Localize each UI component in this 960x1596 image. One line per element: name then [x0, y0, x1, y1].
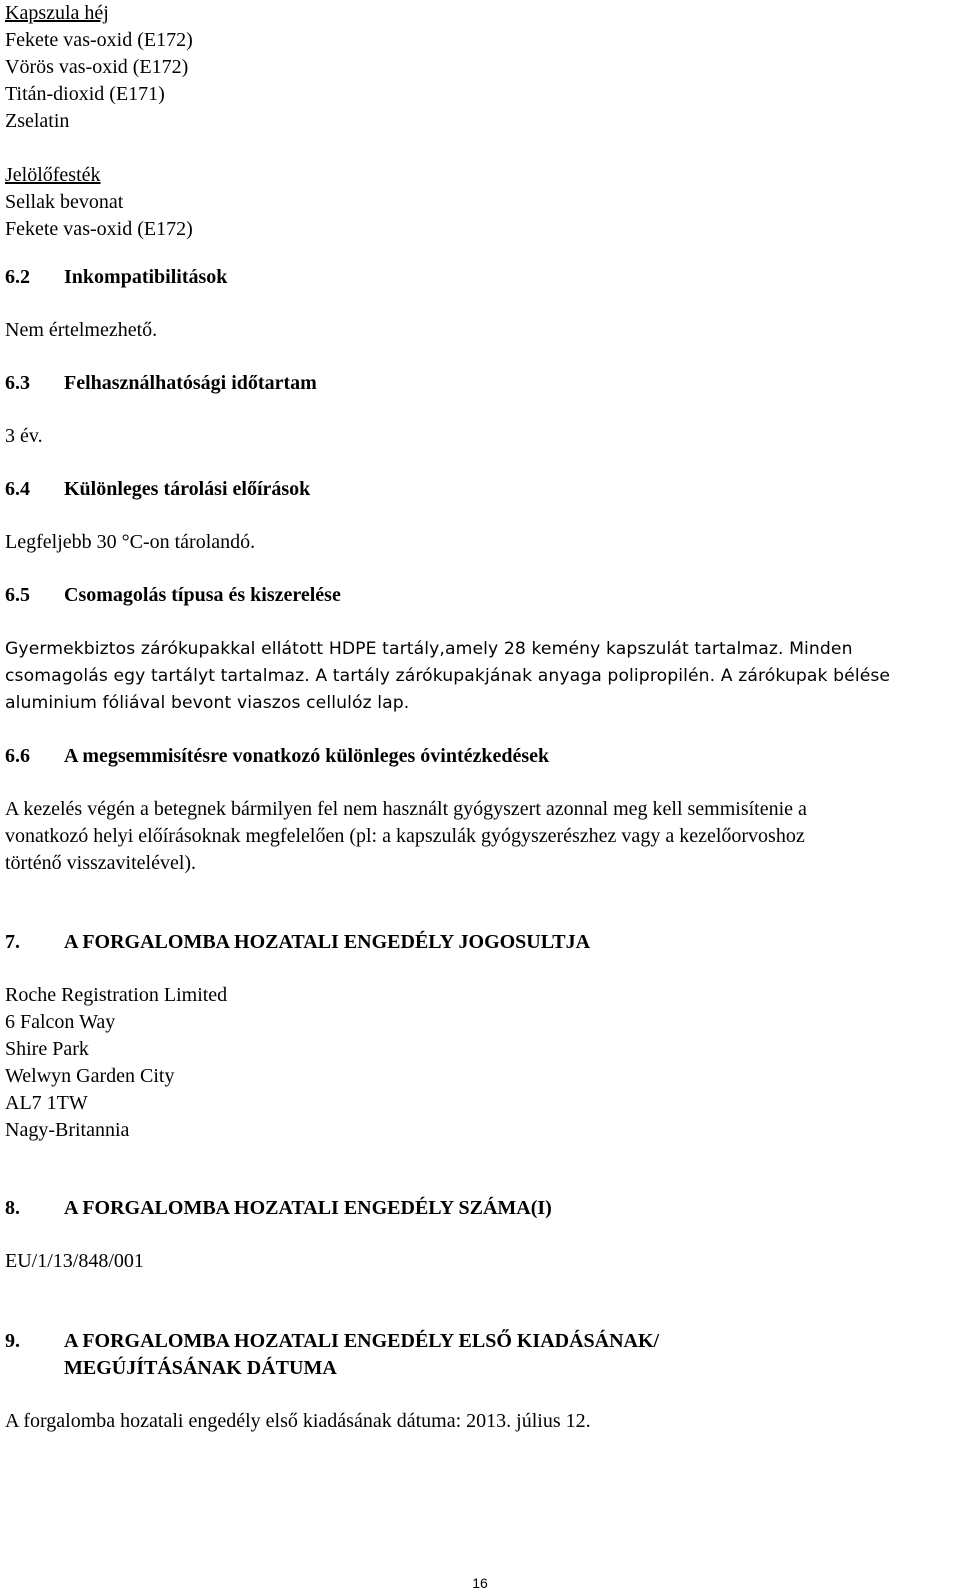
section-title [64, 1328, 955, 1382]
section-number: 6.3 [5, 372, 30, 394]
section-title: A FORGALOMBA HOZATALI ENGEDÉLY SZÁMA(I) [64, 1197, 552, 1219]
section-7-address [5, 982, 955, 1144]
section-6-6 [5, 743, 955, 770]
section-6-3 [5, 370, 955, 397]
section-title: Csomagolás típusa és kiszerelése [64, 584, 341, 606]
section-number: 6.2 [5, 266, 30, 288]
section-6-5 [5, 582, 955, 609]
section-8 [5, 1195, 955, 1222]
section-title: Különleges tárolási előírások [64, 478, 311, 500]
capsule-shell-item: Zselatin [5, 110, 70, 132]
section-text: 3 év. [5, 425, 43, 447]
section-title-line: MEGÚJÍTÁSÁNAK DÁTUMA [64, 1357, 337, 1379]
authorisation-number: EU/1/13/848/001 [5, 1250, 144, 1272]
section-6-2 [5, 264, 955, 291]
section-heading [5, 476, 955, 503]
section-title: A FORGALOMBA HOZATALI ENGEDÉLY JOGOSULTJA [64, 931, 591, 953]
section-heading [5, 370, 955, 397]
address-line: Nagy-Britannia [5, 1119, 130, 1141]
section-heading [5, 264, 955, 291]
section-6-2-body [5, 317, 955, 344]
section-6-4-body [5, 529, 955, 556]
capsule-shell-item: Titán-dioxid (E171) [5, 83, 165, 105]
section-6-5-body [5, 636, 955, 717]
section-heading [5, 1195, 955, 1222]
section-number: 6.6 [5, 745, 30, 767]
address-line: Shire Park [5, 1038, 89, 1060]
section-text-line: A kezelés végén a betegnek bármilyen fel nem használt gyógyszert azonnal meg kell semmisítenie a [5, 798, 807, 820]
marking-ink-title: Jelölőfesték [5, 164, 101, 186]
section-text-line: csomagolás egy tartályt tartalmaz. A tartály zárókupakjának anyaga polipropilén. A zárókupak bélése [5, 666, 891, 686]
capsule-shell-item: Vörös vas-oxid (E172) [5, 56, 189, 78]
section-number: 8. [5, 1197, 20, 1219]
section-text-line: történő visszavitelével). [5, 852, 197, 874]
section-6-6-body [5, 796, 955, 877]
section-text: A forgalomba hozatali engedély első kiadásának dátuma: 2013. július 12. [5, 1410, 591, 1432]
section-title: Inkompatibilitások [64, 266, 228, 288]
section-title-line: A FORGALOMBA HOZATALI ENGEDÉLY ELSŐ KIADÁSÁNAK/ [64, 1330, 660, 1352]
section-number: 9. [5, 1330, 20, 1352]
section-heading [5, 1328, 955, 1382]
marking-ink-item: Sellak bevonat [5, 191, 124, 213]
section-text-line: aluminium fóliával bevont viaszos cellulóz lap. [5, 693, 410, 713]
section-9-body [5, 1408, 955, 1435]
composition-block [5, 0, 955, 243]
section-text-line: vonatkozó helyi előírásoknak megfelelően (pl: a kapszulák gyógyszerészhez vagy a kezelőorvoshoz [5, 825, 805, 847]
capsule-shell-item: Fekete vas-oxid (E172) [5, 29, 193, 51]
section-6-4 [5, 476, 955, 503]
section-7 [5, 929, 955, 956]
section-number: 6.5 [5, 584, 30, 606]
address-line: AL7 1TW [5, 1092, 88, 1114]
section-text: Legfeljebb 30 °C-on tárolandó. [5, 531, 256, 553]
capsule-shell-title: Kapszula héj [5, 2, 109, 24]
section-8-body [5, 1248, 955, 1275]
section-text: Nem értelmezhető. [5, 319, 158, 341]
address-line: 6 Falcon Way [5, 1011, 116, 1033]
section-heading [5, 929, 955, 956]
section-heading [5, 743, 955, 770]
section-title: Felhasználhatósági időtartam [64, 372, 317, 394]
address-line: Roche Registration Limited [5, 984, 228, 1006]
marking-ink-item: Fekete vas-oxid (E172) [5, 218, 193, 240]
section-title: A megsemmisítésre vonatkozó különleges óvintézkedések [64, 745, 550, 767]
section-number: 7. [5, 931, 20, 953]
section-heading [5, 582, 955, 609]
section-number: 6.4 [5, 478, 30, 500]
address-line: Welwyn Garden City [5, 1065, 175, 1087]
page-number: 16 [472, 1575, 488, 1591]
section-text-line: Gyermekbiztos zárókupakkal ellátott HDPE tartály,amely 28 kemény kapszulát tartalmaz. Minden [5, 639, 853, 659]
section-6-3-body [5, 423, 955, 450]
section-9 [5, 1328, 955, 1382]
